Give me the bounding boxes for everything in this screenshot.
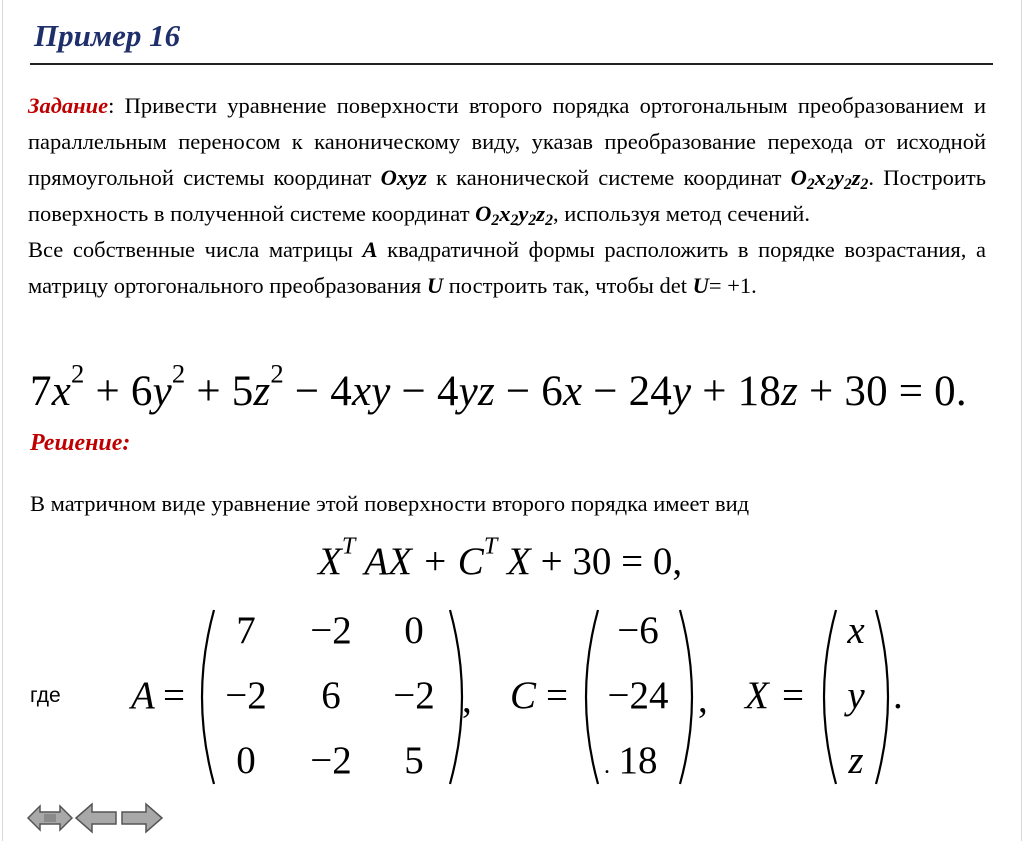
task-text-4: , используя метод сечений. [552, 201, 810, 226]
matrix-a-cell: −2 [225, 674, 267, 717]
solution-label: Решение: [30, 430, 131, 456]
task-text-1: Привести уравнение поверхности второго порядка ортогональным преобразованием и параллельным переносом к каноническому виду, указав преобразование перехода от исходной прямоугольной системы координат [28, 93, 986, 190]
system-canonical-1: $O_2x_2y_2z_2$ [790, 165, 869, 193]
matrix-c-dot: . [604, 753, 610, 779]
matrix-a-cell: −2 [393, 674, 435, 717]
back-arrow-icon[interactable] [76, 804, 116, 832]
matrix-x-cell: x [847, 609, 865, 652]
matrix-x-name: X [745, 674, 769, 717]
matrix-c-comma: , [698, 678, 708, 721]
matrix-x-right-paren [876, 610, 888, 784]
matrix-u-ref-2: U [692, 273, 709, 298]
matrix-a-name: A [131, 674, 155, 717]
matrix-c-cell: −6 [617, 609, 659, 652]
matrix-a-left-paren [202, 610, 214, 784]
matrix-c-equals: = [546, 674, 568, 717]
matrix-a-cell: 7 [236, 609, 256, 652]
surface-equation: $7x^2 + 6y^2 + 5z^2 - 4xy - 4yz - 6x - 24y + 18z + 30 = 0$. [30, 358, 967, 415]
matrix-a-cells [225, 609, 435, 782]
matrix-a-equals: = [163, 674, 185, 717]
task-colon: : [108, 93, 115, 118]
matrix-c-right-paren [680, 610, 692, 784]
matrix-a-ref: A [362, 237, 378, 262]
navigation-bar [26, 800, 166, 836]
matrix-x-period: . [893, 674, 903, 717]
matrix-c-left-paren [586, 610, 598, 784]
matrix-x-cells [843, 609, 865, 782]
matrix-a-comma: , [462, 678, 472, 721]
task-text-3: . Построить поверхность в полученной системе координат [28, 165, 986, 226]
matrix-a-right-paren [450, 610, 462, 784]
forward-arrow-icon[interactable] [122, 804, 162, 832]
task-paragraph-2: Все собственные числа матрицы A квадратичной формы расположить в порядке возрастания, а матрицу ортогонального преобразования U построить так, чтобы det U= +1. [28, 237, 986, 298]
matrix-a-cell: 0 [236, 739, 256, 782]
system-canonical-2: $O_2x_2y_2z_2$ [475, 201, 553, 229]
where-label: где [30, 684, 61, 707]
home-icon[interactable] [28, 806, 72, 830]
matrix-x-equals: = [782, 674, 804, 717]
matrix-c-cells [608, 609, 669, 782]
matrix-c-cell: 18 [618, 739, 658, 782]
matrix-form-equation: $X^T$ AX + $C^T$ X + 30 = 0, [318, 532, 683, 583]
matrix-x-left-paren [824, 610, 836, 784]
matrix-a-cell: 0 [404, 609, 424, 652]
matrix-c-name: C [510, 674, 537, 717]
matrix-x-cell: z [848, 739, 864, 782]
matrix-form-intro: В матричном виде уравнение этой поверхности второго порядка имеет вид [30, 491, 750, 516]
task-label: Задание [28, 93, 109, 118]
matrix-a-cell: 5 [404, 739, 424, 782]
page-title: Пример 16 [34, 18, 181, 53]
matrix-a-cell: 6 [321, 674, 341, 717]
system-oxyz: Oxyz [380, 165, 427, 190]
matrix-a-cell: −2 [310, 609, 352, 652]
matrix-c-cell: −24 [607, 674, 669, 717]
task-text-2: к канонической системе координат [426, 165, 791, 190]
matrix-a-cell: −2 [310, 739, 352, 782]
matrix-x-cell: y [847, 674, 865, 717]
matrix-u-ref: U [426, 273, 444, 298]
